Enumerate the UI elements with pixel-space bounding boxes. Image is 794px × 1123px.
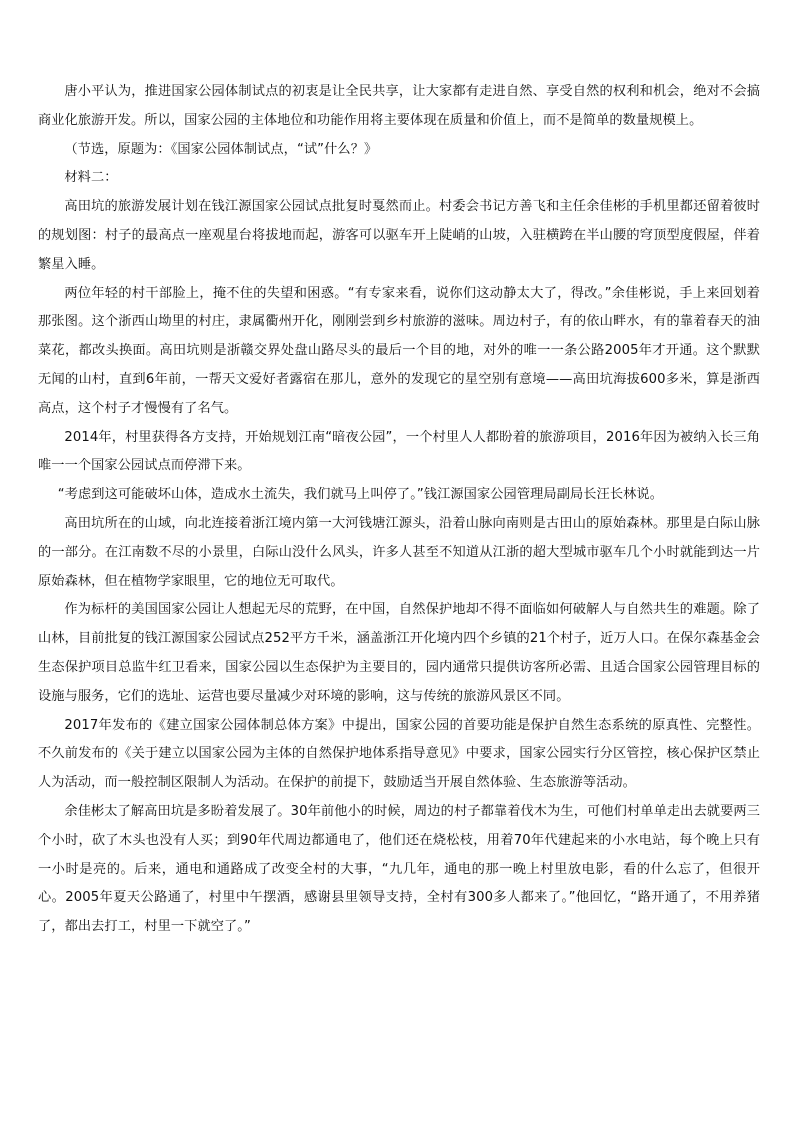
paragraph-village-cadres: 两位年轻的村干部脸上，掩不住的失望和困惑。“有专家来看，说你们这动静太大了，得改。”余佳彬说，手上来回划着那张图。这个浙西山坳里的村庄，隶属衢州开化，刚刚尝到乡村旅游的滋味。周边村子，有的依山畔水，有的靠着春天的油菜花，都改头换面。高田坑则是浙赣交界处盘山路尽头的最后一个目的地，对外的唯一一条公路2005年才开通。这个默默无闻的山村，直到6年前，一帮天文爱好者露宿在那儿，意外的发现它的星空别有意境——高田坑海拔600多米，算是浙西高点，这个村子才慢慢有了名气。 <box>38 285 760 416</box>
paragraph-tang-xiaoping: 唐小平认为，推进国家公园体制试点的初衷是让全民共享，让大家都有走进自然、享受自然的权利和机会，绝对不会搞商业化旅游开发。所以，国家公园的主体地位和功能作用将主要体现在质量和价值上，而不是简单的数量规模上。 <box>38 84 760 128</box>
paragraph-us-national-parks: 作为标杆的美国国家公园让人想起无尽的荒野，在中国，自然保护地却不得不面临如何破解人与自然共生的难题。除了山林，目前批复的钱江源国家公园试点252平方千米，涵盖浙江开化境内四个乡镇的21个村子，近万人口。在保尔森基金会生态保护项目总监牛红卫看来，国家公园以生态保护为主要目的，园内通常只提供访客所必需、且适合国家公园管理目标的设施与服务，它们的选址、运营也要尽量减少对环境的影响，这与传统的旅游风景区不同。 <box>38 602 760 704</box>
paragraph-mountain-region: 高田坑所在的山域，向北连接着浙江境内第一大河钱塘江源头，沿着山脉向南则是古田山的原始森林。那里是白际山脉的一部分。在江南数不尽的小景里，白际山没什么风头，许多人甚至不知道从江浙的超大型城市驱车几个小时就能到达一片原始森林，但在植物学家眼里，它的地位无可取代。 <box>38 515 760 589</box>
material-two-heading: 材料二： <box>64 170 118 186</box>
paragraph-2017-plan: 2017年发布的《建立国家公园体制总体方案》中提出，国家公园的首要功能是保护自然生态系统的原真性、完整性。不久前发布的《关于建立以国家公园为主体的自然保护地体系指导意见》中要求，国家公园实行分区管控，核心保护区禁止人为活动，而一般控制区限制人为活动。在保护的前提下，鼓励适当开展自然体验、生态旅游等活动。 <box>38 717 760 791</box>
article-body <box>38 78 760 942</box>
paragraph-gaotiankeng-plan: 高田坑的旅游发展计划在钱江源国家公园试点批复时戛然而止。村委会书记方善飞和主任余佳彬的手机里都还留着彼时的规划图：村子的最高点一座观星台将拔地而起，游客可以驱车开上陡峭的山坡，入驻横跨在半山腰的穹顶型度假屋，伴着繁星入睡。 <box>38 199 760 272</box>
paragraph-quote-wang-changlin: “考虑到这可能破坏山体，造成水土流失，我们就马上叫停了。”钱江源国家公园管理局副局长汪长林说。 <box>57 487 663 503</box>
paragraph-yu-jiabin-memories: 余佳彬太了解高田坑是多盼着发展了。30年前他小的时候，周边的村子都靠着伐木为生，可他们村单单走出去就要两三个小时，砍了木头也没有人买；到90年代周边都通电了，他们还在烧松枝，用着70年代建起来的小水电站，每个晚上只有一小时是亮的。后来，通电和通路成了改变全村的大事，“九几年，通电的那一晚上村里放电影，看的什么忘了，但很开心。2005年夏天公路通了，村里中午摆酒，感谢县里领导支持，全村有300多人都来了。”他回忆，“路开通了，不用养猪了，都出去打工，村里一下就空了。” <box>38 803 760 935</box>
paragraph-2014-dark-sky-park: 2014年，村里获得各方支持，开始规划江南“暗夜公园”，一个村里人人都盼着的旅游项目，2016年因为被纳入长三角唯一一个国家公园试点而停滞下来。 <box>38 429 760 474</box>
source-note: （节选，原题为：《国家公园体制试点，“试”什么？》 <box>64 141 378 157</box>
